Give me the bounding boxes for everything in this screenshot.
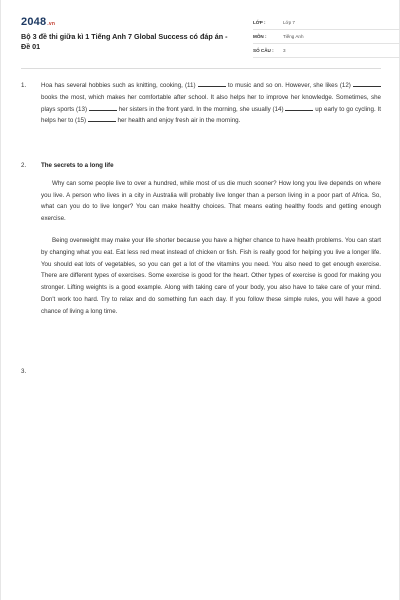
answer-blank-13[interactable] — [89, 105, 117, 111]
answer-blank-11[interactable] — [198, 81, 226, 87]
question-text — [41, 80, 381, 127]
passage-heading: The secrets to a long life — [41, 162, 114, 169]
answer-blank-15[interactable] — [88, 116, 116, 122]
meta-value: Tiếng Anh — [283, 34, 304, 39]
meta-row-question-count — [253, 44, 400, 58]
meta-label: LỚP : — [253, 20, 266, 25]
text-segment: her health and enjoy fresh air in the morning. — [117, 117, 241, 125]
meta-value: 3 — [283, 48, 286, 53]
passage-paragraph: Why can some people live to over a hundred, while most of us die much sooner? How long you live depends on where you live. A person who lives in a city in Australia will probably live longer than a person living in a poor part of Africa. So, what can you do to live longer? You can make healthy choices. That means eating healthy foods and getting enough exercise. — [41, 179, 381, 223]
logo-suffix: .vn — [47, 21, 56, 27]
site-logo[interactable] — [21, 16, 55, 28]
question-number: 3. — [21, 368, 27, 375]
document-meta — [253, 16, 400, 58]
meta-row-class — [253, 16, 400, 30]
question-number: 1. — [21, 82, 27, 89]
page-header — [21, 16, 381, 60]
header-divider — [21, 68, 381, 69]
passage-paragraph: Being overweight may make your life shorter because you have a higher chance to have health problems. You can start by changing what you eat. Eat less red meat instead of chicken or fish. Fish is really good for helping you live a longer life. You should eat lots of vegetables, so you can get a lot of the vitamins you need. You also need to get enough exercise. There are different types of exercises. Some exercise is good for the heart. Other types of exercise is good for making you stronger. Lifting weights is a good example. Along with taking care of your body, you also have to take care of your mind. Don't work too hard. Try to relax and do something fun each day. If you follow these simple rules, you will have a good chance of living a long time. — [41, 236, 381, 315]
question-number: 2. — [21, 162, 27, 169]
logo-main: 2048 — [21, 16, 47, 28]
question-2 — [21, 160, 381, 318]
text-segment: her sisters in the front yard. In the morning, she usually (14) — [118, 105, 284, 113]
answer-blank-12[interactable] — [353, 81, 381, 87]
text-segment: up early to go cycling. It helps her to (15) — [41, 105, 381, 125]
answer-blank-14[interactable] — [285, 105, 313, 111]
question-1 — [21, 80, 381, 127]
text-segment: books the most, which makes her comfortable after school. It also helps her to improve her knowledge. Sometimes, she plays sports (13) — [41, 93, 381, 113]
meta-label: SỐ CÂU : — [253, 48, 274, 53]
meta-label: MÔN : — [253, 34, 267, 39]
text-segment: to music and so on. However, she likes (12) — [227, 82, 351, 89]
meta-value: Lớp 7 — [283, 20, 295, 25]
document-title: Bộ 3 đề thi giữa kì 1 Tiếng Anh 7 Global Success có đáp án - Đề 01 — [21, 32, 228, 51]
text-segment: Hoa has several hobbies such as knitting, cooking, (11) — [41, 82, 196, 89]
meta-row-subject — [253, 30, 400, 44]
